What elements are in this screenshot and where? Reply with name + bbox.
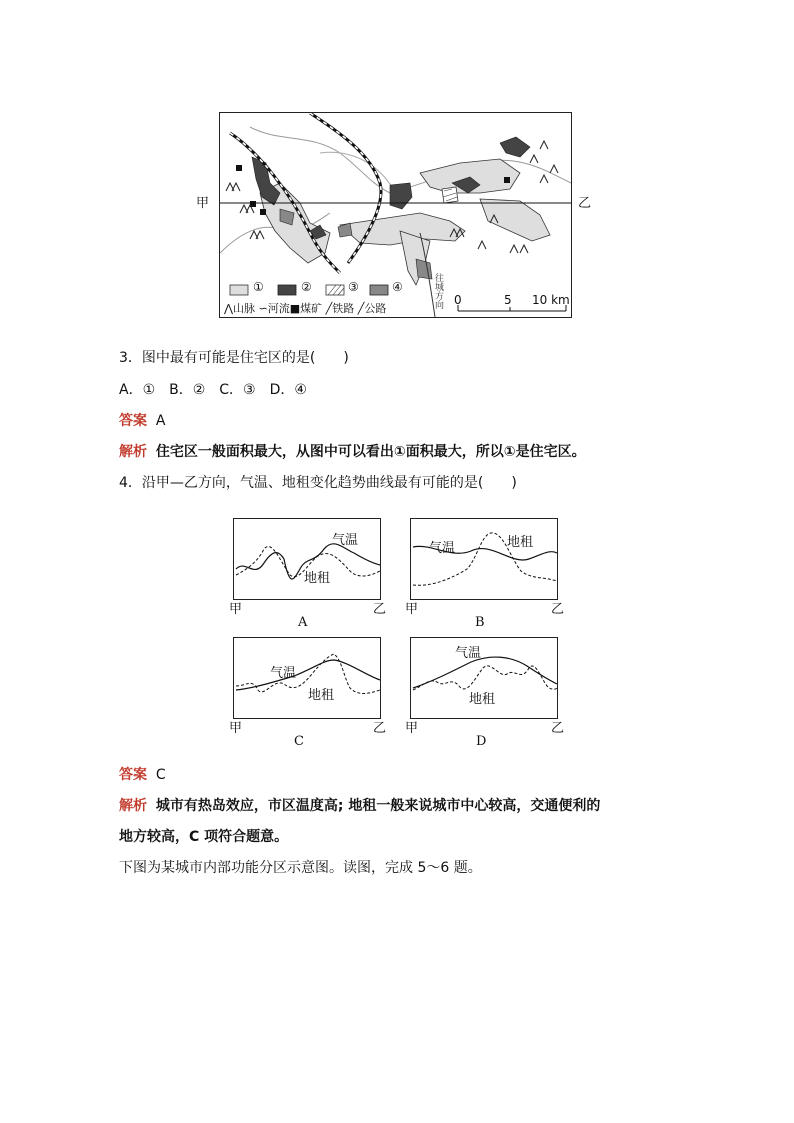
legend-rail: 铁路 bbox=[332, 302, 355, 315]
legend-3: ③ bbox=[348, 280, 359, 294]
q3-answer bbox=[119, 411, 165, 431]
chart-c bbox=[233, 637, 381, 719]
q3-analysis bbox=[119, 442, 586, 462]
chart-c-start: 甲 bbox=[229, 721, 243, 736]
chart-c-temp-label: 气温 bbox=[270, 666, 297, 681]
chart-a-rent-label: 地租 bbox=[304, 571, 331, 586]
scale-0: 0 bbox=[454, 293, 462, 307]
analysis-tag: 解析 bbox=[119, 444, 147, 460]
chart-c-end: 乙 bbox=[373, 721, 387, 736]
chart-b-end: 乙 bbox=[551, 602, 565, 617]
road-direction-label: 往城方向 bbox=[433, 273, 443, 309]
chart-c-caption: C bbox=[294, 734, 304, 749]
q3-options: A．① B．② C．③ D．④ bbox=[119, 382, 307, 398]
analysis-text: 城市有热岛效应，市区温度高; 地租一般来说城市中心较高，交通便利的 bbox=[155, 798, 601, 814]
q3-stem: 3．图中最有可能是住宅区的是( ) bbox=[119, 350, 349, 366]
scale-10: 10 km bbox=[532, 293, 570, 307]
answer-value: A bbox=[155, 413, 166, 429]
chart-d bbox=[410, 637, 558, 719]
chart-b-caption: B bbox=[475, 615, 485, 630]
analysis-tag: 解析 bbox=[119, 798, 147, 814]
q4-stem: 4．沿甲—乙方向，气温、地租变化趋势曲线最有可能的是( ) bbox=[119, 475, 517, 491]
road-icon: ╱ bbox=[357, 302, 365, 315]
scale-5: 5 bbox=[504, 293, 512, 307]
river-icon: ∽ bbox=[258, 302, 268, 315]
answer-value: C bbox=[155, 767, 166, 783]
city-map bbox=[219, 112, 572, 318]
chart-b-rent-label: 地租 bbox=[507, 535, 534, 550]
chart-a-temp-label: 气温 bbox=[332, 533, 359, 548]
legend-4: ④ bbox=[392, 280, 403, 294]
chart-a-start: 甲 bbox=[229, 602, 243, 617]
map-legend-row bbox=[224, 300, 386, 316]
q4-analysis-line2: 地方较高，C 项符合题意。 bbox=[119, 829, 289, 845]
legend-1: ① bbox=[253, 280, 264, 294]
answer-tag: 答案 bbox=[119, 413, 147, 429]
chart-a-caption: A bbox=[298, 615, 308, 630]
chart-b bbox=[410, 518, 558, 600]
legend-road: 公路 bbox=[364, 302, 387, 315]
q4-answer bbox=[119, 765, 166, 785]
chart-d-caption: D bbox=[476, 734, 487, 749]
chart-d-temp-label: 气温 bbox=[455, 646, 482, 661]
legend-coal: 煤矿 bbox=[300, 302, 323, 315]
next-intro: 下图为某城市内部功能分区示意图。读图，完成 5～6 题。 bbox=[119, 860, 482, 876]
mountain-icon: ⋀ bbox=[224, 302, 234, 315]
legend-2: ② bbox=[301, 280, 312, 294]
answer-tag: 答案 bbox=[119, 767, 147, 783]
analysis-text: 住宅区一般面积最大，从图中可以看出①面积最大，所以①是住宅区。 bbox=[155, 444, 586, 460]
chart-c-rent-label: 地租 bbox=[308, 688, 335, 703]
chart-d-rent-label: 地租 bbox=[469, 692, 496, 707]
chart-b-start: 甲 bbox=[405, 602, 419, 617]
chart-a-end: 乙 bbox=[373, 602, 387, 617]
chart-b-temp-label: 气温 bbox=[429, 541, 456, 556]
map-west-label: 甲 bbox=[196, 196, 210, 211]
chart-a bbox=[233, 518, 381, 600]
legend-river: 河流 bbox=[267, 302, 290, 315]
railway-icon: ╱ bbox=[325, 302, 333, 315]
q4-analysis bbox=[119, 796, 600, 816]
map-east-label: 乙 bbox=[578, 196, 592, 211]
chart-d-start: 甲 bbox=[405, 721, 419, 736]
chart-d-end: 乙 bbox=[551, 721, 565, 736]
coal-mine-icon: ■ bbox=[289, 302, 301, 315]
legend-mountain: 山脉 bbox=[233, 302, 256, 315]
